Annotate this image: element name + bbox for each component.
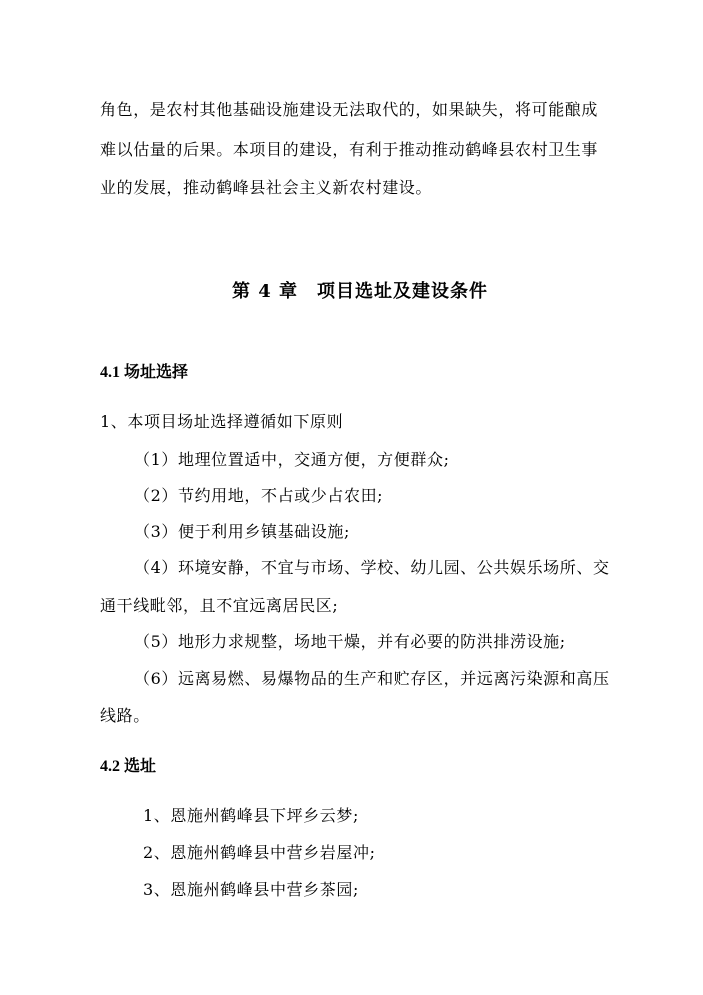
principles-intro: 1、本项目场址选择遵循如下原则	[100, 412, 344, 431]
principle-item: （6）远离易燃、易爆物品的生产和贮存区，并远离污染源和高压	[134, 669, 610, 688]
site-item: 3、恩施州鹤峰县中营乡茶园;	[143, 880, 359, 899]
section-heading-4-2: 4.2 选址	[100, 758, 157, 775]
chapter-title: 第 4 章 项目选址及建设条件	[232, 281, 489, 302]
principle-item: （3）便于利用乡镇基础设施;	[134, 522, 350, 541]
principle-item: （4）环境安静，不宜与市场、学校、幼儿园、公共娱乐场所、交	[134, 558, 610, 577]
principle-item: （2）节约用地，不占或少占农田;	[134, 486, 384, 505]
intro-line-3: 业的发展，推动鹤峰县社会主义新农村建设。	[100, 178, 433, 197]
principle-item-continuation: 线路。	[100, 706, 150, 725]
principle-item-continuation: 通干线毗邻，且不宜远离居民区;	[100, 596, 339, 615]
section-heading-4-1: 4.1 场址选择	[100, 364, 189, 381]
intro-line-2: 难以估量的后果。本项目的建设，有利于推动推动鹤峰县农村卫生事	[100, 140, 599, 159]
site-item: 2、恩施州鹤峰县中营乡岩屋冲;	[143, 843, 376, 862]
principle-item: （5）地形力求规整，场地干燥，并有必要的防洪排涝设施;	[134, 632, 566, 651]
site-item: 1、恩施州鹤峰县下坪乡云梦;	[143, 806, 359, 825]
intro-line-1: 角色，是农村其他基础设施建设无法取代的，如果缺失，将可能酿成	[100, 100, 599, 119]
principle-item: （1）地理位置适中，交通方便，方便群众;	[134, 450, 450, 469]
